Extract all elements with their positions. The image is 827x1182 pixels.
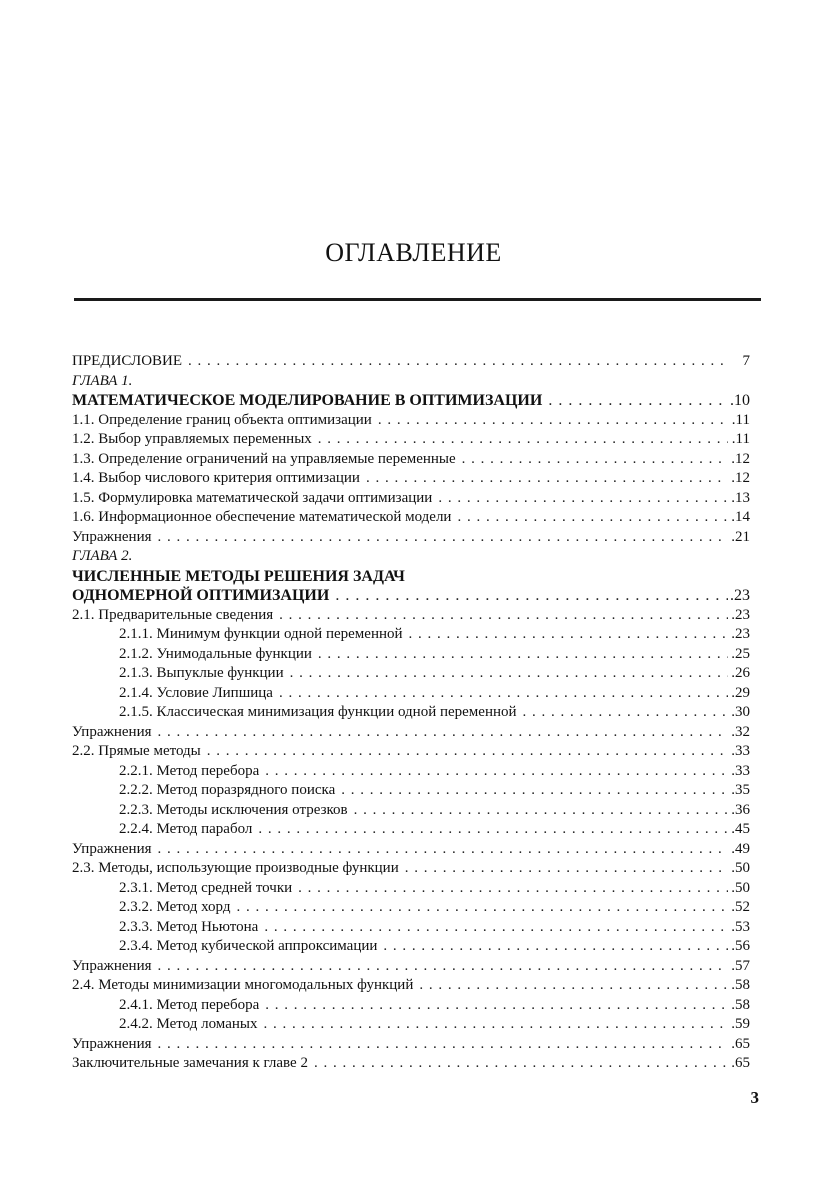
toc-entry-title: 2.4.1. Метод перебора xyxy=(119,996,260,1013)
toc-entry-page: .57 xyxy=(731,957,750,974)
toc-entry-page: .23 xyxy=(731,626,750,642)
toc-entry-title: 2.3.2. Метод хорд xyxy=(119,899,231,915)
toc-entry-page: .12 xyxy=(731,470,750,486)
toc-entry-page: .53 xyxy=(731,918,750,935)
dot-leader xyxy=(523,703,728,723)
dot-leader xyxy=(409,625,728,645)
dot-leader xyxy=(341,781,728,801)
page-number: 3 xyxy=(750,1088,759,1107)
dot-leader xyxy=(366,469,728,489)
toc-subentry xyxy=(72,703,750,723)
toc-subentry xyxy=(72,684,750,704)
toc-entry-title: 2.2.2. Метод поразрядного поиска xyxy=(119,782,336,798)
dot-leader xyxy=(258,820,728,840)
table-of-contents xyxy=(72,352,750,1074)
dot-leader xyxy=(318,430,728,450)
toc-entry xyxy=(72,430,750,450)
toc-entry-title: 2.3. Методы, использующие производные функции xyxy=(72,860,399,876)
toc-entry-page: 7 xyxy=(742,353,750,369)
toc-entry xyxy=(72,411,750,431)
toc-entry-title: 1.4. Выбор числового критерия оптимизации xyxy=(72,470,360,486)
dot-leader xyxy=(265,996,728,1016)
page-title: ОГЛАВЛЕНИЕ xyxy=(325,238,502,267)
toc-subentry xyxy=(72,801,750,821)
toc-entry xyxy=(72,742,750,762)
toc-entry-page: .52 xyxy=(731,899,750,915)
toc-entry-page: .10 xyxy=(730,392,750,409)
toc-entry xyxy=(72,1054,750,1074)
toc-entry-title: 1.3. Определение ограничений на управляемые переменные xyxy=(72,450,456,467)
toc-entry-title: 2.2.4. Метод парабол xyxy=(119,821,253,837)
toc-entry xyxy=(72,586,750,606)
dot-leader xyxy=(279,606,728,626)
chapter-label: ГЛАВА 2. xyxy=(72,548,133,564)
toc-entry-title: 1.6. Информационное обеспечение математической модели xyxy=(72,509,452,525)
dot-leader xyxy=(419,976,728,996)
toc-subentry xyxy=(72,762,750,782)
toc-entry-title: 2.1.3. Выпуклые функции xyxy=(119,665,284,681)
toc-entry-page: .25 xyxy=(731,645,750,662)
dot-leader xyxy=(158,840,729,860)
toc-subentry xyxy=(72,918,750,938)
toc-entry-title: 2.2.1. Метод перебора xyxy=(119,762,260,779)
toc-entry xyxy=(72,489,750,509)
toc-entry-page: .35 xyxy=(731,782,750,798)
toc-entry-title: Упражнения xyxy=(72,957,152,974)
dot-leader xyxy=(158,528,729,548)
toc-subentry xyxy=(72,645,750,665)
toc-entry-title: 2.1.5. Классическая минимизация функции одной переменной xyxy=(119,704,517,720)
dot-leader xyxy=(188,352,728,372)
toc-entry-title: Заключительные замечания к главе 2 xyxy=(72,1055,308,1071)
toc-entry-page: .33 xyxy=(731,762,750,779)
toc-entry xyxy=(72,352,750,372)
toc-entry-title: 2.2. Прямые методы xyxy=(72,743,201,759)
toc-entry-title: Упражнения xyxy=(72,1035,152,1052)
chapter-label: ГЛАВА 1. xyxy=(72,372,133,389)
toc-subentry xyxy=(72,937,750,957)
dot-leader xyxy=(405,859,728,879)
dot-leader xyxy=(378,411,728,431)
dot-leader xyxy=(314,1054,728,1074)
toc-entry-page: .11 xyxy=(731,411,750,428)
toc-entry-page: .32 xyxy=(731,723,750,740)
toc-entry-page: .65 xyxy=(731,1055,750,1071)
toc-entry-page: .36 xyxy=(731,801,750,818)
toc-entry-title: Упражнения xyxy=(72,840,152,857)
toc-entry xyxy=(72,606,750,626)
toc-entry-page: .11 xyxy=(731,431,750,447)
dot-leader xyxy=(290,664,728,684)
toc-entry-page: .29 xyxy=(731,684,750,701)
dot-leader xyxy=(263,1015,728,1035)
toc-entry xyxy=(72,957,750,977)
toc-entry-title: 1.5. Формулировка математической задачи оптимизации xyxy=(72,489,433,506)
toc-entry-title: 2.1.1. Минимум функции одной переменной xyxy=(119,626,403,642)
dot-leader xyxy=(158,723,729,743)
toc-entry xyxy=(72,469,750,489)
toc-entry-page: .58 xyxy=(731,996,750,1013)
toc-entry-title: 1.1. Определение границ объекта оптимизации xyxy=(72,411,372,428)
toc-entry-page: .26 xyxy=(731,665,750,681)
toc-entry-title: 1.2. Выбор управляемых переменных xyxy=(72,431,312,447)
toc-entry-page: .23 xyxy=(731,606,750,623)
toc-entry-page: .56 xyxy=(731,938,750,954)
chapter-title-line: ЧИСЛЕННЫЕ МЕТОДЫ РЕШЕНИЯ ЗАДАЧ xyxy=(72,567,405,585)
toc-entry-title: ПРЕДИСЛОВИЕ xyxy=(72,353,183,369)
toc-entry-page: .13 xyxy=(731,489,750,506)
toc-entry-page: .50 xyxy=(731,879,750,896)
toc-entry-page: .12 xyxy=(731,450,750,467)
toc-entry-title: 2.1. Предварительные сведения xyxy=(72,606,274,623)
toc-entry-page: .50 xyxy=(731,860,750,876)
toc-entry xyxy=(72,450,750,470)
dot-leader xyxy=(354,801,728,821)
dot-leader xyxy=(335,586,728,606)
toc-subentry xyxy=(72,625,750,645)
dot-leader xyxy=(236,898,728,918)
toc-entry-page: .14 xyxy=(731,509,750,525)
dot-leader xyxy=(457,508,728,528)
toc-entry-page: .45 xyxy=(731,821,750,837)
toc-entry-title: 2.2.3. Методы исключения отрезков xyxy=(119,801,348,818)
toc-entry-page: .21 xyxy=(731,528,750,545)
toc-subentry xyxy=(72,781,750,801)
toc-entry xyxy=(72,976,750,996)
toc-entry-title: 2.4. Методы минимизации многомодальных функций xyxy=(72,977,414,993)
toc-subentry xyxy=(72,820,750,840)
dot-leader xyxy=(462,450,728,470)
toc-entry-title: 2.3.4. Метод кубической аппроксимации xyxy=(119,938,378,954)
toc-entry-page: .30 xyxy=(731,704,750,720)
toc-entry xyxy=(72,391,750,411)
toc-entry-page: .65 xyxy=(731,1035,750,1052)
toc-entry-page: .33 xyxy=(731,743,750,759)
toc-entry-title: МАТЕМАТИЧЕСКОЕ МОДЕЛИРОВАНИЕ В ОПТИМИЗАЦИИ xyxy=(72,392,543,409)
toc-entry-title: 2.3.1. Метод средней точки xyxy=(119,879,293,896)
toc-entry-title: 2.3.3. Метод Ньютона xyxy=(119,918,259,935)
title-rule xyxy=(74,298,761,301)
dot-leader xyxy=(318,645,728,665)
toc-subentry xyxy=(72,879,750,899)
dot-leader xyxy=(548,391,728,411)
dot-leader xyxy=(158,957,729,977)
dot-leader xyxy=(158,1035,729,1055)
dot-leader xyxy=(207,742,728,762)
dot-leader xyxy=(438,489,728,509)
toc-entry xyxy=(72,840,750,860)
toc-entry-title: 2.1.2. Унимодальные функции xyxy=(119,645,312,662)
toc-entry-title: Упражнения xyxy=(72,528,152,545)
dot-leader xyxy=(383,937,728,957)
toc-entry-title: Упражнения xyxy=(72,723,152,740)
toc-entry-page: .23 xyxy=(730,587,750,604)
dot-leader xyxy=(298,879,728,899)
toc-subentry xyxy=(72,996,750,1016)
dot-leader xyxy=(279,684,728,704)
dot-leader xyxy=(265,762,728,782)
toc-subentry xyxy=(72,664,750,684)
toc-entry-title: 2.1.4. Условие Липшица xyxy=(119,684,273,701)
toc-entry-title: ОДНОМЕРНОЙ ОПТИМИЗАЦИИ xyxy=(72,587,330,604)
toc-entry-page: .59 xyxy=(731,1016,750,1032)
toc-entry xyxy=(72,528,750,548)
toc-subentry xyxy=(72,1015,750,1035)
toc-entry xyxy=(72,508,750,528)
toc-entry xyxy=(72,859,750,879)
toc-entry-title: 2.4.2. Метод ломаных xyxy=(119,1016,258,1032)
toc-subentry xyxy=(72,898,750,918)
toc-entry-page: .49 xyxy=(731,840,750,857)
dot-leader xyxy=(264,918,728,938)
toc-entry xyxy=(72,723,750,743)
toc-entry xyxy=(72,1035,750,1055)
toc-entry-page: .58 xyxy=(731,977,750,993)
